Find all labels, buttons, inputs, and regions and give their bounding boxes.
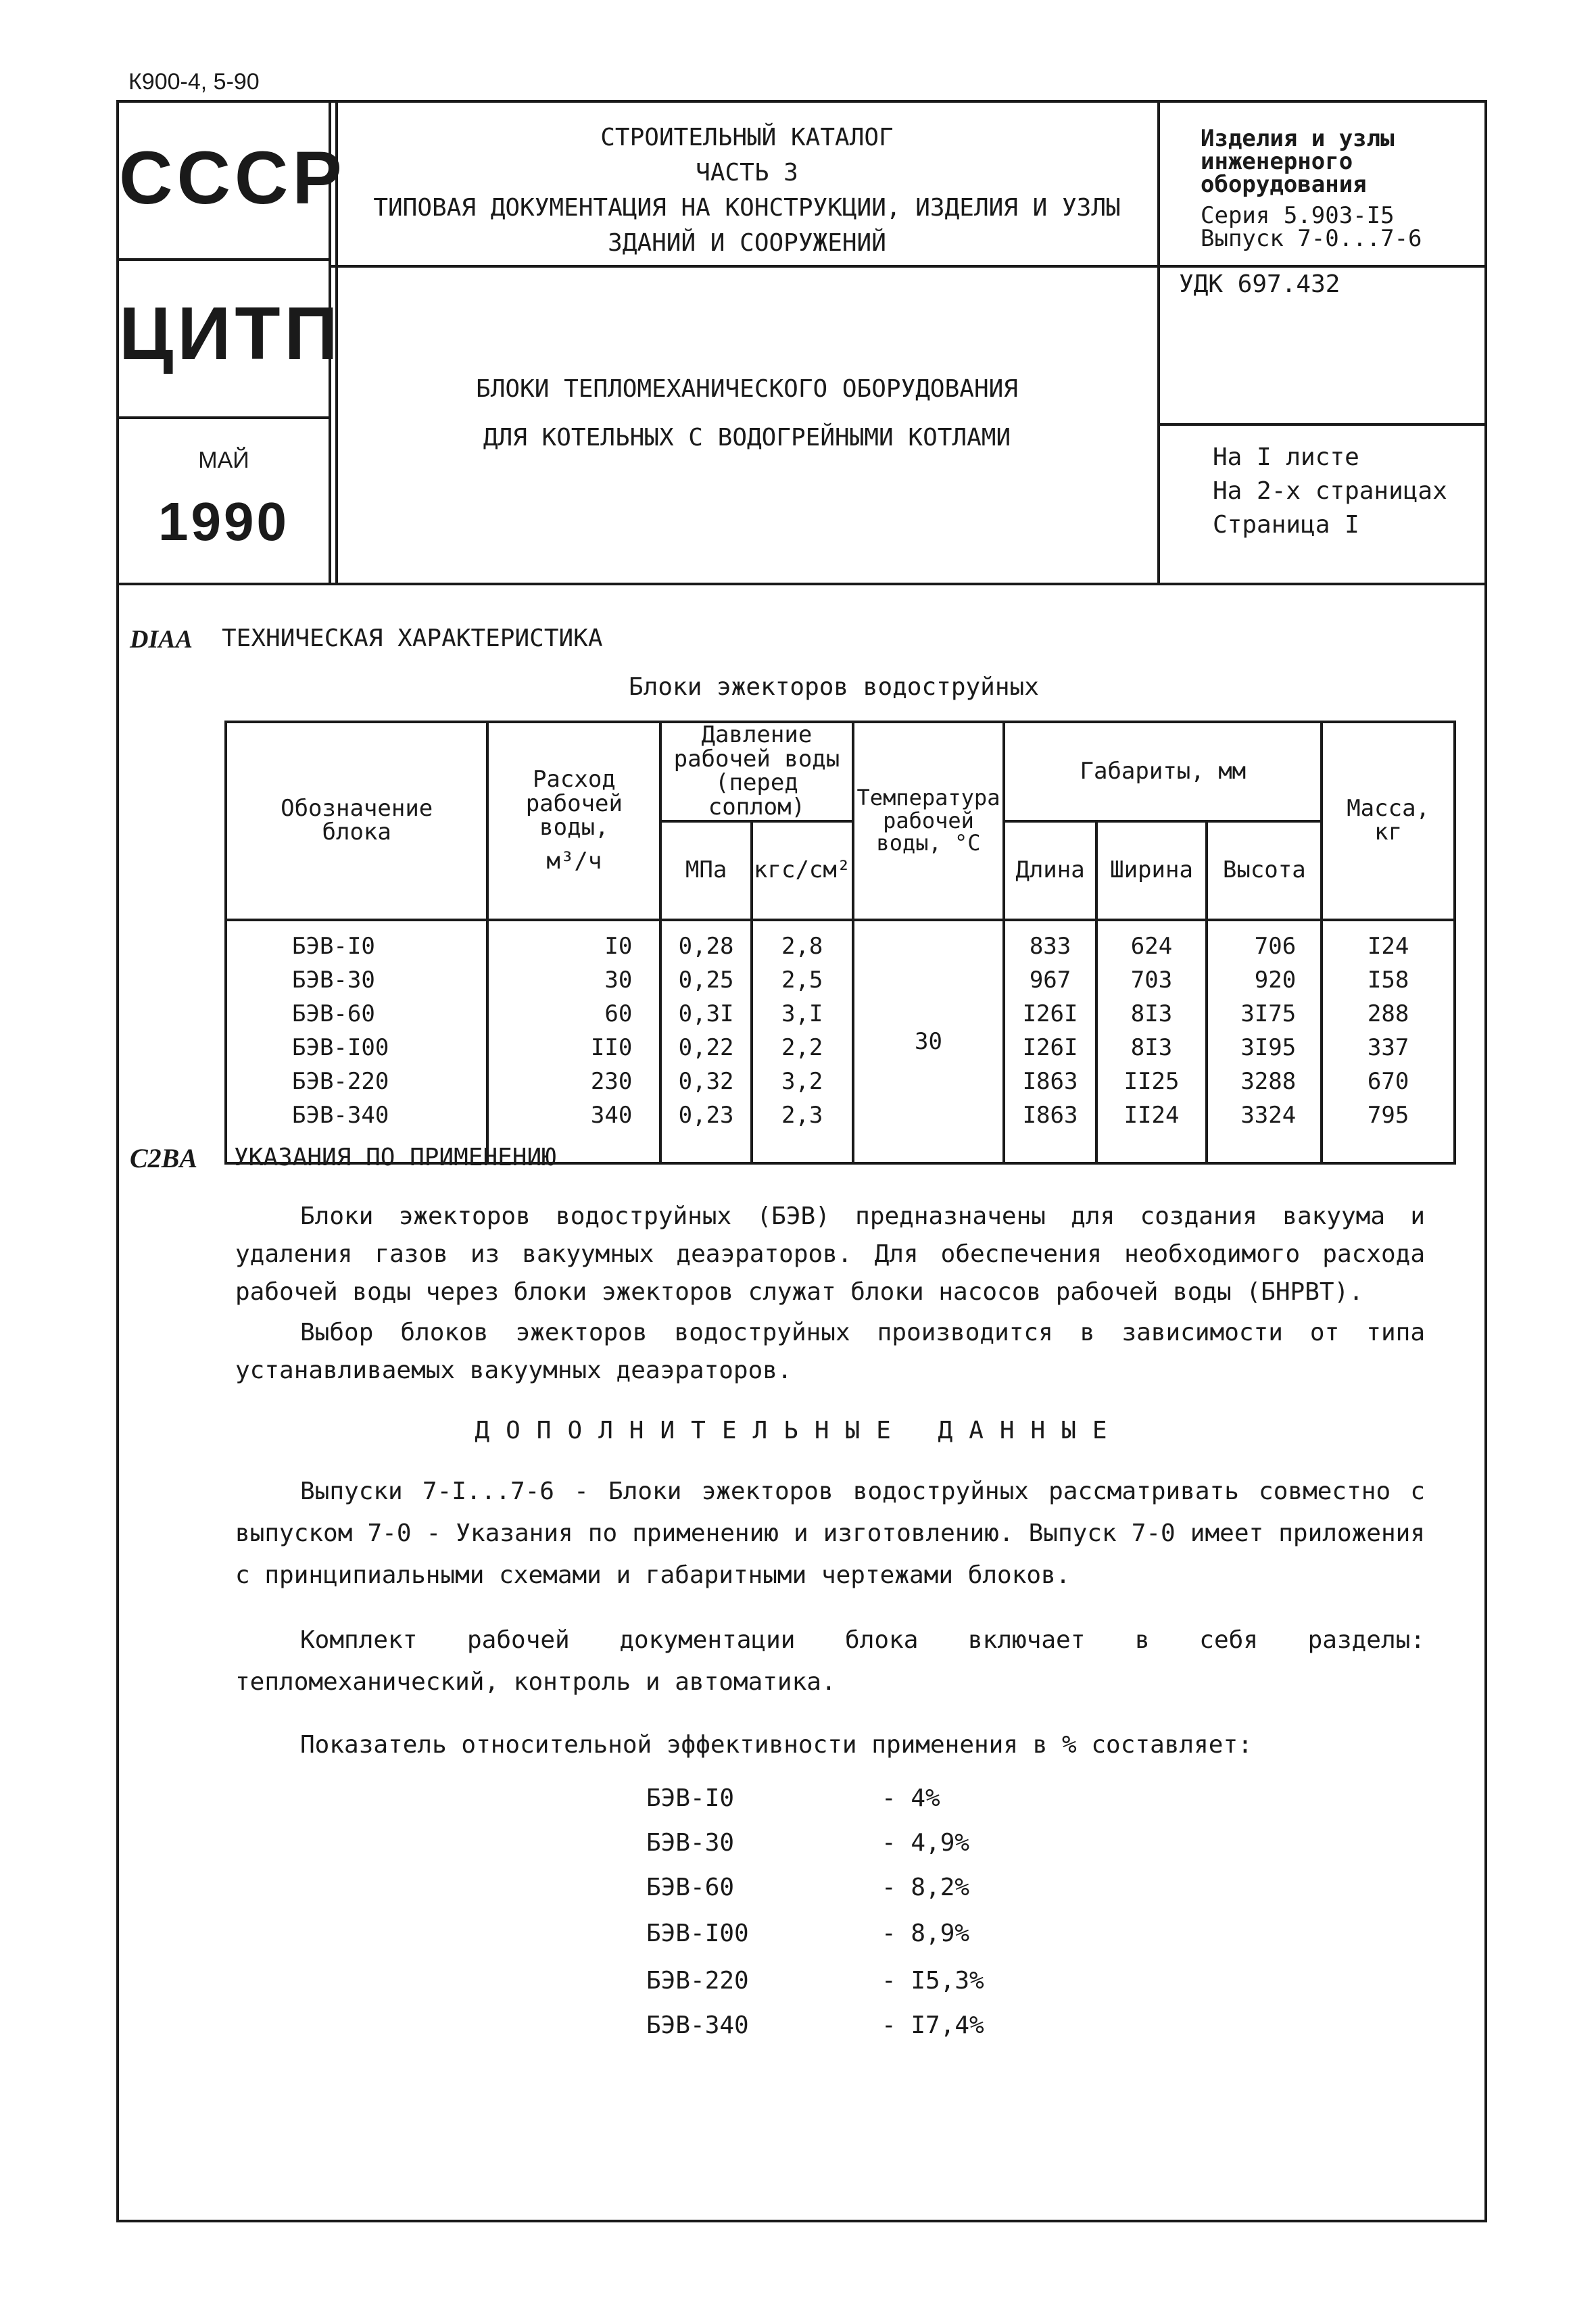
- table-cell: 3,2: [781, 1067, 823, 1095]
- col-height: [1207, 920, 1322, 1163]
- table-cell: 2,5: [781, 966, 823, 994]
- col-name: [226, 920, 487, 1163]
- issue-month: МАЙ: [198, 447, 249, 473]
- issue-year: 1990: [158, 491, 289, 552]
- category-line: инженерного: [1201, 148, 1353, 175]
- extra-paragraph-3: [235, 1726, 1425, 1764]
- table-cell: I0: [604, 932, 633, 960]
- table-cell: 60: [604, 1000, 633, 1027]
- table-cell: 2,2: [781, 1033, 823, 1061]
- catalog-line: ЧАСТЬ 3: [696, 159, 798, 187]
- table-cell: 3I75: [1240, 1000, 1297, 1027]
- usage-section-code: C2BA: [130, 1143, 198, 1173]
- org-citp: ЦИТП: [119, 292, 342, 375]
- table-cell: 0,28: [678, 932, 734, 960]
- th-length: Длина: [1004, 821, 1096, 920]
- right-info-line: [1160, 423, 1484, 426]
- th-height: Высота: [1207, 821, 1322, 920]
- efficiency-value: - I5,3%: [881, 1967, 984, 1995]
- table-cell: 230: [590, 1067, 633, 1095]
- table-cell: 0,3I: [678, 1000, 734, 1027]
- table-cell: 920: [1254, 966, 1297, 994]
- efficiency-name: БЭВ-220: [646, 1967, 749, 1995]
- table-cell: 8I3: [1130, 1033, 1173, 1061]
- table-cell: 2,3: [781, 1101, 823, 1129]
- header-bottom-line: [116, 583, 1484, 585]
- extra-text-3: Показатель относительной эффективности применения в % составляет:: [300, 1731, 1253, 1759]
- header-mid-line: [331, 265, 1484, 268]
- table-cell: 833: [1029, 932, 1071, 960]
- extra-paragraph-2: [235, 1619, 1425, 1703]
- block-title-line: БЛОКИ ТЕПЛОМЕХАНИЧЕСКОГО ОБОРУДОВАНИЯ: [476, 375, 1018, 403]
- efficiency-value: - 4,9%: [881, 1829, 970, 1857]
- efficiency-value: - 8,9%: [881, 1920, 970, 1947]
- table-cell: II0: [590, 1033, 633, 1061]
- table-cell: 2,8: [781, 932, 823, 960]
- usage-heading: УКАЗАНИЯ ПО ПРИМЕНЕНИЮ: [234, 1144, 556, 1171]
- usage-paragraph-1: [235, 1198, 1425, 1311]
- table-cell: 706: [1254, 932, 1297, 960]
- document-code: К900-4, 5-90: [128, 69, 260, 95]
- th-width: Ширина: [1096, 821, 1207, 920]
- col-mpa: [660, 920, 752, 1163]
- issue-range: Выпуск 7-0...7-6: [1201, 225, 1422, 252]
- table-cell: 0,22: [678, 1033, 734, 1061]
- table-cell: БЭВ-60: [292, 1000, 375, 1027]
- table-cell: I26I: [1022, 1033, 1078, 1061]
- extra-text-1: Выпуски 7-I...7-6 - Блоки эжекторов водоструйных рассматривать совместно с выпуском 7-0 - Указания по применению и изготовлению. Выпуск 7-0 имеет приложения с принципиальными схемами и габаритными чертежами блоков.: [235, 1478, 1425, 1589]
- th-flow: [487, 722, 660, 920]
- table-cell: 3,I: [781, 1000, 823, 1027]
- table-cell: I58: [1367, 966, 1409, 994]
- sheet-count: На I листе: [1213, 443, 1359, 471]
- col-length: [1004, 920, 1096, 1163]
- col-temperature: [853, 920, 1005, 1163]
- table-cell: 340: [590, 1101, 633, 1129]
- left-box-line-2: [116, 416, 331, 419]
- catalog-title: [338, 120, 1156, 261]
- series-number: Серия 5.903-I5: [1201, 202, 1395, 229]
- efficiency-name: БЭВ-30: [646, 1829, 735, 1857]
- usage-text-2: Выбор блоков эжекторов водоструйных производится в зависимости от типа устанавливаемых вакуумных деаэраторов.: [235, 1319, 1425, 1384]
- table-cell: I863: [1022, 1067, 1078, 1095]
- th-mpa: МПа: [660, 821, 752, 920]
- sheet-info: [1213, 441, 1447, 542]
- th-kgf: кгс/см²: [752, 821, 853, 920]
- usage-paragraph-2: [235, 1314, 1425, 1390]
- table-cell: БЭВ-30: [292, 966, 375, 994]
- table-cell: 624: [1130, 932, 1173, 960]
- th-flow-unit: м³/ч: [546, 848, 602, 875]
- table-cell: 967: [1029, 966, 1071, 994]
- th-designation: Обозначение блока: [226, 722, 487, 920]
- table-cell: 3324: [1240, 1101, 1297, 1129]
- table-cell: БЭВ-340: [292, 1101, 389, 1129]
- efficiency-name: БЭВ-I0: [646, 1784, 735, 1812]
- table-cell: БЭВ-I00: [292, 1033, 389, 1061]
- th-pressure: Давление рабочей воды (перед соплом): [660, 722, 852, 821]
- block-title-line: ДЛЯ КОТЕЛЬНЫХ С ВОДОГРЕЙНЫМИ КОТЛАМИ: [483, 424, 1011, 452]
- table-cell: 8I3: [1130, 1000, 1173, 1027]
- col-width: [1096, 920, 1207, 1163]
- catalog-line: СТРОИТЕЛЬНЫЙ КАТАЛОГ: [600, 124, 894, 151]
- efficiency-value: - 8,2%: [881, 1874, 970, 1901]
- col-kgf: [752, 920, 853, 1163]
- table-cell: 30: [915, 1027, 942, 1055]
- table-cell: БЭВ-220: [292, 1067, 389, 1095]
- table-cell: II24: [1123, 1101, 1180, 1129]
- table-cell: БЭВ-I0: [292, 932, 375, 960]
- efficiency-value: - I7,4%: [881, 2012, 984, 2039]
- th-dimensions: Габариты, мм: [1004, 722, 1322, 821]
- extra-heading: ДОПОЛНИТЕЛЬНЫЕ ДАННЫЕ: [475, 1417, 1123, 1444]
- table-cell: I863: [1022, 1101, 1078, 1129]
- th-mass: Масса, кг: [1322, 722, 1455, 920]
- usage-text-1: Блоки эжекторов водоструйных (БЭВ) предназначены для создания вакуума и удаления газов из вакуумных деаэраторов. Для обеспечения необходимого расхода рабочей воды через блоки эжекторов служат блоки насосов рабочей воды (БНРВТ).: [235, 1202, 1425, 1306]
- table-cell: 337: [1367, 1033, 1409, 1061]
- th-temperature: Температура рабочей воды, °С: [853, 722, 1005, 920]
- category-block: [1201, 127, 1478, 250]
- category-line: Изделия и узлы: [1201, 125, 1395, 152]
- table-cell: 795: [1367, 1101, 1409, 1129]
- efficiency-name: БЭВ-I00: [646, 1920, 749, 1947]
- table-title: Блоки эжекторов водоструйных: [629, 673, 1039, 701]
- ejector-table: [224, 721, 1456, 1165]
- table-cell: I26I: [1022, 1000, 1078, 1027]
- extra-paragraph-1: [235, 1471, 1425, 1597]
- table-cell: 3288: [1240, 1067, 1297, 1095]
- table-cell: 288: [1367, 1000, 1409, 1027]
- table-cell: 670: [1367, 1067, 1409, 1095]
- table-cell: 3I95: [1240, 1033, 1297, 1061]
- table-cell: I24: [1367, 932, 1409, 960]
- page-count: На 2-х страницах: [1213, 477, 1447, 505]
- efficiency-value: - 4%: [881, 1784, 940, 1812]
- table-cell: 30: [604, 966, 633, 994]
- udk-code: УДК 697.432: [1179, 270, 1340, 298]
- col-flow: [487, 920, 660, 1163]
- table-cell: 0,25: [678, 966, 734, 994]
- block-title: [338, 365, 1156, 462]
- efficiency-name: БЭВ-340: [646, 2012, 749, 2039]
- left-box-line-1: [116, 258, 331, 261]
- extra-text-2: Комплект рабочей документации блока включает в себя разделы: тепломеханический, контроль и автоматика.: [235, 1626, 1425, 1696]
- efficiency-name: БЭВ-60: [646, 1874, 735, 1901]
- table-cell: II25: [1123, 1067, 1180, 1095]
- table-cell: 0,23: [678, 1101, 734, 1129]
- org-ussr: СССР: [119, 137, 346, 220]
- table-cell: 0,32: [678, 1067, 734, 1095]
- tech-section-code: DIAA: [130, 625, 193, 654]
- page-number: Страница I: [1213, 511, 1359, 539]
- tech-heading: ТЕХНИЧЕСКАЯ ХАРАКТЕРИСТИКА: [222, 625, 603, 652]
- th-flow-label: Расход рабочей воды,: [525, 766, 623, 842]
- category-line: оборудования: [1201, 171, 1367, 198]
- table-cell: 703: [1130, 966, 1173, 994]
- catalog-line: ТИПОВАЯ ДОКУМЕНТАЦИЯ НА КОНСТРУКЦИИ, ИЗДЕЛИЯ И УЗЛЫ: [373, 194, 1121, 222]
- right-column-line: [1157, 100, 1160, 585]
- col-mass: [1322, 920, 1455, 1163]
- catalog-line: ЗДАНИЙ И СООРУЖЕНИЙ: [608, 229, 886, 257]
